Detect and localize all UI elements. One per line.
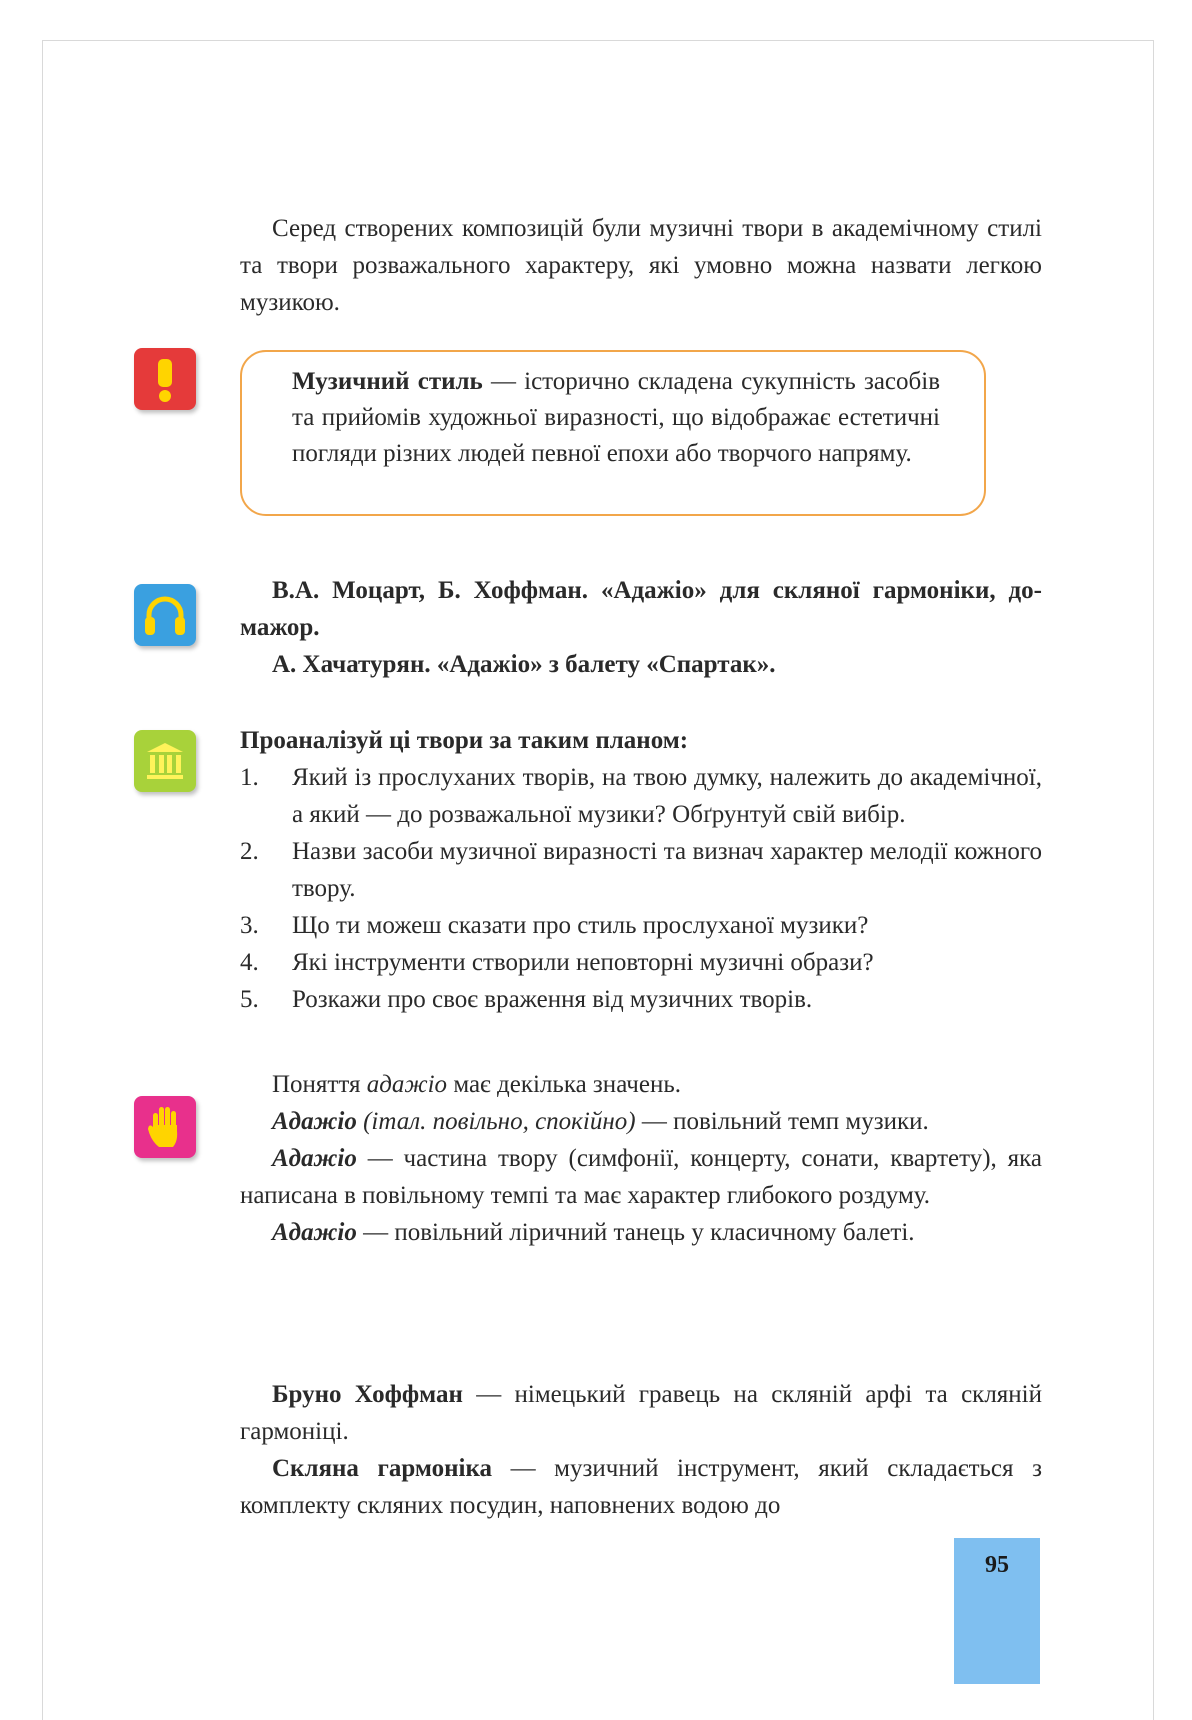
adagio-meaning-2: Адажіо — частина твору (симфонії, концерту, сонати, квартету), яка написана в повільному темпі та має характер глибокого роздуму. [240,1145,1042,1209]
page-number-tab [954,1538,1040,1684]
headphones-icon [134,584,196,646]
list-item: 5. Розкажи про своє враження від музичних творів. [240,986,813,1013]
analysis-title: Проаналізуй ці твори за таким планом: [240,727,689,754]
listening-section [240,572,1042,683]
adagio-section [240,1066,1042,1251]
exclamation-icon [134,348,196,410]
intro-paragraph: Серед створених композицій були музичні твори в академічному стилі та твори розважального характеру, які умовно можна назвати легкою музикою. [240,215,1042,316]
museum-icon [134,730,196,792]
adagio-meaning-3: Адажіо — повільний ліричний танець у класичному балеті. [272,1219,915,1246]
list-item: 1. Який із прослуханих творів, на твою думку, належить до академічної, а який — до розважальної музики? Обґрунтуй свій вибір. [240,764,1042,828]
definition-text: — історично складена сукупність засобів та прийомів художньої виразності, що відображає естетичні погляди різних людей певної епохи або творчого напряму. [292,368,940,467]
adagio-meaning-1: Адажіо (італ. повільно, спокійно) — повільний темп музики. [272,1108,929,1135]
definition-box [240,350,986,516]
listening-line-2: А. Хачатурян. «Адажіо» з балету «Спартак». [272,651,776,678]
adagio-intro: Поняття адажіо має декілька значень. [272,1071,681,1098]
page-number: 95 [985,1552,1009,1578]
analysis-list [240,759,1042,1018]
glass-paragraph: Скляна гармоніка — музичний інструмент, який складається з комплекту скляних посудин, наповнених водою до [240,1455,1042,1519]
listening-line-1: В.А. Моцарт, Б. Хоффман. «Адажіо» для скляної гармоніки, до-мажор. [240,577,1042,641]
hand-icon [134,1096,196,1158]
list-item: 4. Які інструменти створили неповторні музичні образи? [240,949,874,976]
definition-term: Музичний стиль [292,368,483,395]
list-item: 3. Що ти можеш сказати про стиль прослуханої музики? [240,912,869,939]
glass-harmonica-section [240,1450,1042,1524]
hoffman-paragraph: Бруно Хоффман — німецький гравець на скляній арфі та скляній гармоніці. [240,1381,1042,1445]
intro-section [240,210,1042,321]
analysis-section [240,722,1042,1018]
list-item: 2. Назви засоби музичної виразності та визнач характер мелодії кожного твору. [240,838,1042,902]
hoffman-section [240,1376,1042,1450]
